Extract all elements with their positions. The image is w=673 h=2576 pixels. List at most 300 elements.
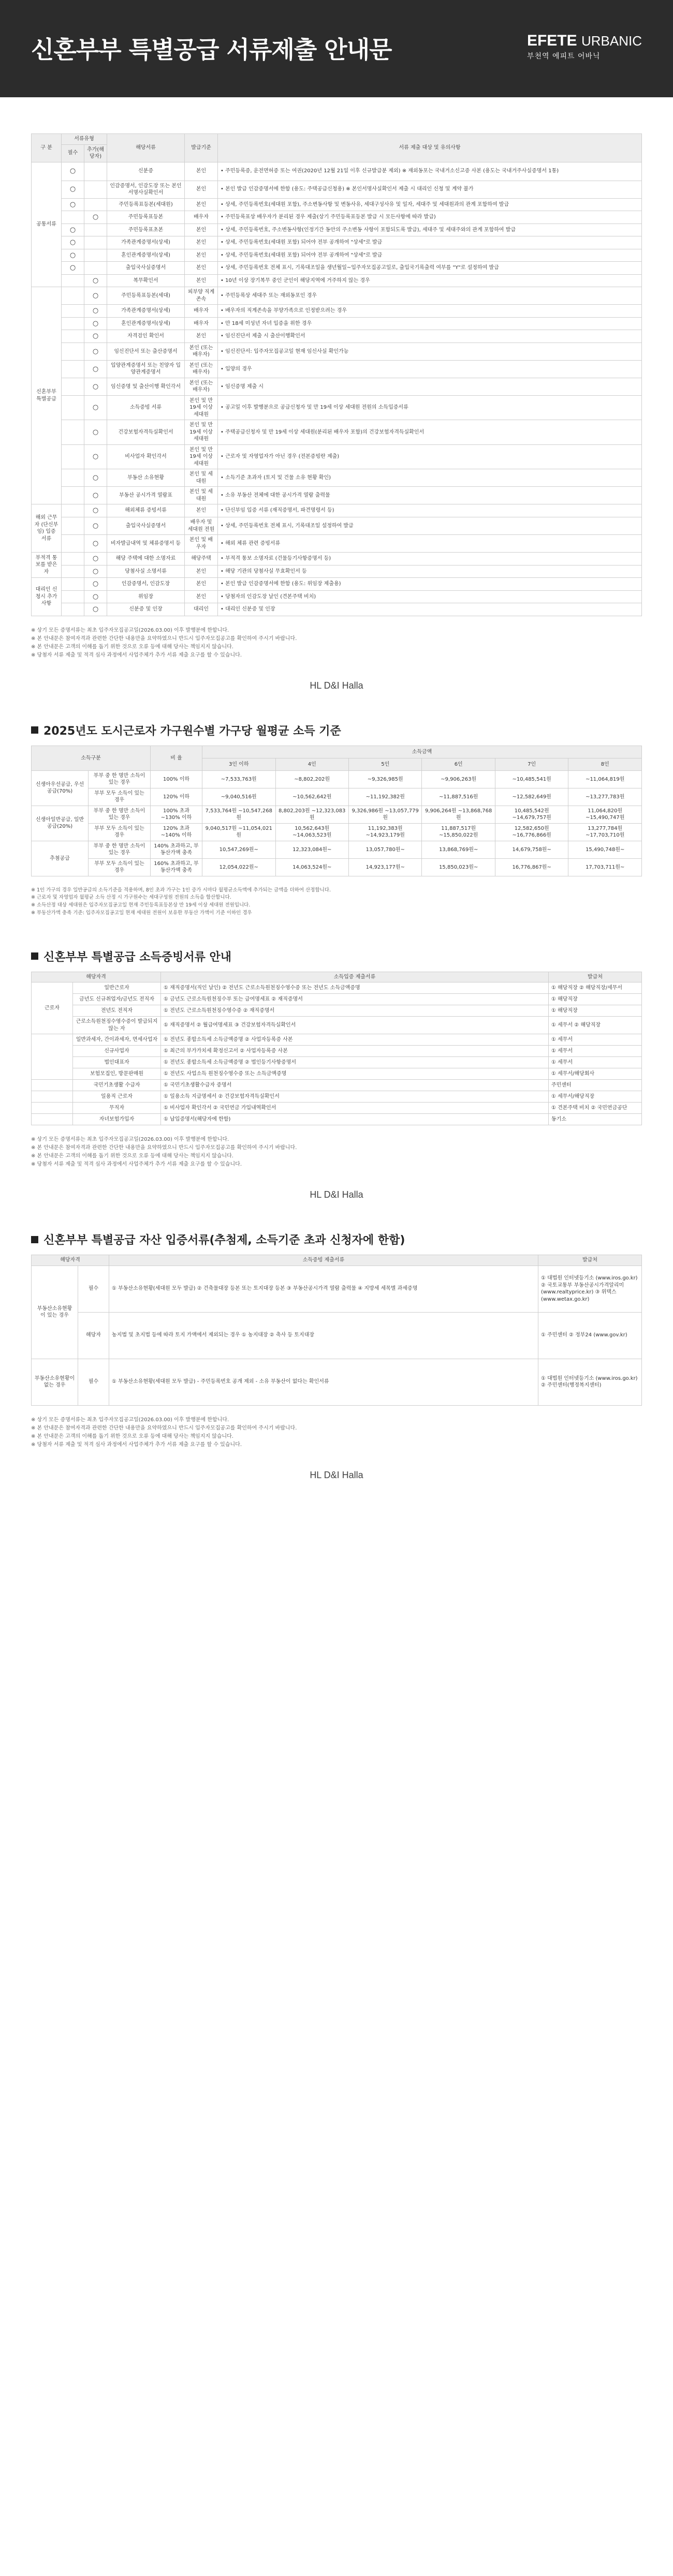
income-value: 10,562,643원 ~14,063,523원	[275, 823, 348, 841]
table-row	[32, 262, 642, 275]
additional-mark: ○	[84, 343, 107, 360]
table-row	[32, 603, 642, 616]
doc-note: • 주민등록상 세대주 또는 재외동포인 경우	[218, 287, 642, 305]
notes-4	[31, 1416, 642, 1449]
asset-kind: 필수	[78, 1359, 109, 1405]
col-issuer: 발급기준	[185, 134, 218, 162]
col-household: 3인 이하	[202, 758, 275, 770]
square-bullet-icon	[31, 1236, 38, 1243]
notes-2	[31, 887, 642, 917]
required-mark	[62, 553, 84, 565]
required-mark	[62, 444, 84, 469]
doc-note: • 소유 부동산 전체에 대한 공시가격 열람 출력물	[218, 487, 642, 504]
doc-note: • 임신진단서: 입주자모집공고일 현재 임신사실 확인가능	[218, 343, 642, 360]
income-value: ~10,485,541원	[495, 770, 568, 788]
group-label: 신혼부부특별공급	[32, 287, 62, 504]
doc-issuer: 본인	[185, 274, 218, 287]
income-sub: 부부 모두 소득이 있는 경우	[89, 823, 151, 841]
qual-docs: ① 국민기초생활수급자 증명서	[161, 1080, 549, 1091]
table-row	[32, 1005, 642, 1017]
doc-name: 신분증	[107, 162, 185, 181]
income-value: 8,802,203원 ~12,323,083원	[275, 806, 348, 823]
doc-note: • 배우자의 직계존속을 부양가족으로 인정받으려는 경우	[218, 305, 642, 318]
doc-name: 당첨사실 소명서류	[107, 565, 185, 578]
additional-mark: ○	[84, 330, 107, 343]
doc-name: 주민등록표초본	[107, 224, 185, 236]
asset-group: 부동산소유현황이 없는 경우	[32, 1359, 78, 1405]
table-row	[32, 198, 642, 211]
doc-note: • 근로자 및 자영업자가 아닌 경우 (전본증빙란 제출)	[218, 444, 642, 469]
income-value: 14,923,177원~	[348, 858, 421, 876]
income-ratio: 160% 초과하고, 부동산가액 충족	[151, 858, 202, 876]
qual-docs: ① 재직증명서 ② 월급여명세표 ③ 건강보험자격득실확인서	[161, 1017, 549, 1034]
qual-sub: 근로소득원천징수영수증이 발급되지 않는 자	[73, 1017, 161, 1034]
income-value: 10,485,542원 ~14,679,757원	[495, 806, 568, 823]
income-value: ~10,562,642원	[275, 788, 348, 806]
table-row	[32, 841, 642, 858]
table-row	[32, 1080, 642, 1091]
table-row	[32, 378, 642, 395]
doc-issuer: 본인	[185, 236, 218, 249]
additional-mark	[84, 198, 107, 211]
doc-name: 주민등록표등본(세대원)	[107, 198, 185, 211]
table-row	[32, 517, 642, 535]
income-value: 14,063,524원~	[275, 858, 348, 876]
required-mark	[62, 504, 84, 517]
qual-issuer: ① 해당직장	[549, 994, 642, 1005]
doc-issuer: 피부양 직계존속	[185, 287, 218, 305]
doc-issuer: 본인 및 만 19세 이상 세대원	[185, 444, 218, 469]
doc-note: • 해당 기관의 당첨사실 무효확인서 등	[218, 565, 642, 578]
note-line: ※ 본 안내문은 참여자격과 관련한 간단한 내용만을 요약하였으니 반드시 입주자모집공고를 확인하여 주시기 바랍니다.	[31, 635, 297, 642]
doc-issuer: 본인 및 배우자	[185, 535, 218, 553]
income-value: ~11,192,382원	[348, 788, 421, 806]
qual-issuer: ① 해당직장	[549, 1005, 642, 1017]
additional-mark: ○	[84, 517, 107, 535]
asset-docs: ① 부동산소유현황(세대원 모두 발급) - 주민등록번호 공개 제외 - 소유 부동산이 없다는 확인서류	[109, 1359, 538, 1405]
additional-mark: ○	[84, 444, 107, 469]
qual-docs: ① 일용소득 지급명세서 ② 건강보험자격득실확인서	[161, 1091, 549, 1103]
square-bullet-icon	[31, 726, 38, 734]
qual-issuer: ① 해당직장 ② 해당직장/세무서	[549, 982, 642, 994]
table-row	[32, 224, 642, 236]
table-row	[32, 420, 642, 445]
income-value: 12,582,650원 ~16,776,866원	[495, 823, 568, 841]
doc-note: • 상세, 주민등록번호(세대원 포함) 되어야 전부 공개하여 "상세"로 발급	[218, 249, 642, 262]
doc-issuer: 본인 및 세대원	[185, 487, 218, 504]
income-value: 11,887,517원 ~15,850,022원	[422, 823, 495, 841]
doc-note: • 상세, 주민등록번호 전체 표시, 기록대조일 설정하여 발급	[218, 517, 642, 535]
note-line: ※ 본 안내문은 고객의 이해를 돕기 위한 것으로 오류 등에 대해 당사는 책임지지 않습니다.	[31, 1153, 233, 1159]
income-value: 13,057,780원~	[348, 841, 421, 858]
income-value: 15,850,023원~	[422, 858, 495, 876]
additional-mark	[84, 249, 107, 262]
table-row	[32, 330, 642, 343]
income-value: 12,323,084원~	[275, 841, 348, 858]
qual-group: 근로자	[32, 982, 73, 1034]
doc-note: • 10년 이상 장기복무 중인 군인이 해당지역에 거주하지 않는 경우	[218, 274, 642, 287]
income-value: 7,533,764원 ~10,547,268원	[202, 806, 275, 823]
doc-issuer: 배우자	[185, 211, 218, 224]
income-value: ~9,906,263원	[422, 770, 495, 788]
required-mark	[62, 211, 84, 224]
income-docs-table	[31, 972, 642, 1126]
additional-mark	[84, 181, 107, 198]
doc-issuer: 본인	[185, 262, 218, 275]
note-line: ※ 1인 가구의 경우 일반공급의 소득기준을 적용하며, 8인 초과 가구는 1인 증가 시마다 월평균소득액에 추가되는 금액을 더하여 산정합니다.	[31, 887, 331, 893]
doc-issuer: 대리인	[185, 603, 218, 616]
doc-issuer: 본인 및 만 19세 이상 세대원	[185, 420, 218, 445]
doc-issuer: 본인	[185, 224, 218, 236]
income-sub: 부부 중 한 명만 소득이 있는 경우	[89, 841, 151, 858]
income-value: 13,868,769원~	[422, 841, 495, 858]
col-doc: 해당서류	[107, 134, 185, 162]
qual-sub: 보험모집인, 방문판매원	[73, 1068, 161, 1080]
col-docs: 소득입증 제출서류	[161, 972, 549, 982]
income-group: 신생아일반공급, 일반공급(20%)	[32, 806, 89, 841]
table-row	[32, 823, 642, 841]
doc-issuer: 본인	[185, 504, 218, 517]
note-line: ※ 본 안내문은 참여자격과 관련한 간단한 내용만을 요약하였으니 반드시 입주자모집공고를 확인하여 주시기 바랍니다.	[31, 1425, 297, 1431]
qual-sub: 전년도 전직자	[73, 1005, 161, 1017]
doc-note: • 상세, 주민등록번호(세대원 포함) 되어야 전부 공개하여 "상세"로 발급	[218, 236, 642, 249]
table-row	[32, 395, 642, 420]
additional-mark: ○	[84, 420, 107, 445]
doc-note: • 임신증명 제출 시	[218, 378, 642, 395]
required-mark	[62, 395, 84, 420]
table-row	[32, 553, 642, 565]
required-mark	[62, 360, 84, 378]
section3-title: 신혼부부 특별공급 소득증빙서류 안내	[31, 948, 642, 964]
additional-mark	[84, 262, 107, 275]
doc-issuer: 본인 및 만 19세 이상 세대원	[185, 395, 218, 420]
qual-issuer: ① 세무서/해당직장	[549, 1091, 642, 1103]
col-qual: 해당자격	[32, 972, 161, 982]
qual-sub: 일반근로자	[73, 982, 161, 994]
note-line: ※ 당첨자 서류 제출 및 적격 심사 과정에서 사업주체가 추가 서류 제출 요구를 할 수 있습니다.	[31, 652, 242, 658]
asset-issuer: ① 대법원 인터넷등기소 (www.iros.go.kr) ② 국토교통부 부동산공시가격알리미 (www.realtyprice.kr) ③ 위택스(www.wetax.go.kr)	[538, 1265, 642, 1312]
additional-mark	[84, 224, 107, 236]
table-row	[32, 1103, 642, 1114]
qual-docs: ① 비사업자 확인각서 ② 국민연금 가입내역확인서	[161, 1103, 549, 1114]
asset-kind: 필수	[78, 1265, 109, 1312]
col-issuer3: 발급처	[549, 972, 642, 982]
section2-title: 2025년도 도시근로자 가구원수별 가구당 월평균 소득 기준	[31, 722, 642, 738]
doc-issuer: 본인	[185, 249, 218, 262]
col-required: 필수	[62, 144, 84, 162]
footer-logo-2: HL D&I Halla	[310, 1189, 363, 1200]
notes-3	[31, 1136, 642, 1169]
required-mark: ○	[62, 198, 84, 211]
brand-kor: 부천역 에피트 어바닉	[526, 52, 601, 61]
required-mark	[62, 535, 84, 553]
table-row	[32, 181, 642, 198]
doc-note: • 본인 발급 인감증명서에 한함 (용도: 위임장 제출용)	[218, 578, 642, 591]
table-row	[32, 565, 642, 578]
doc-note: • 당첨자의 인감도장 날인 (견본주택 비치)	[218, 590, 642, 603]
asset-issuer: ① 대법원 인터넷등기소 (www.iros.go.kr) ② 주민센터(행정복지센터)	[538, 1359, 642, 1405]
table-row	[32, 770, 642, 788]
qual-issuer: ① 견본주택 비치 ② 국민연금공단	[549, 1103, 642, 1114]
table-row	[32, 274, 642, 287]
income-value: ~9,040,516원	[202, 788, 275, 806]
required-mark: ○	[62, 249, 84, 262]
doc-name: 부동산 공시가격 열람표	[107, 487, 185, 504]
col-household: 7인	[495, 758, 568, 770]
required-mark	[62, 287, 84, 305]
required-mark	[62, 343, 84, 360]
income-value: 13,277,784원 ~17,703,710원	[568, 823, 642, 841]
doc-name: 인감증명서, 인감도장	[107, 578, 185, 591]
doc-issuer: 해당주택	[185, 553, 218, 565]
table-row	[32, 806, 642, 823]
qual-docs: ① 금년도 근로소득원천징수부 또는 급여명세표 ② 재직증명서	[161, 994, 549, 1005]
qual-docs: ① 전년도 종합소득세 소득금액증명 ② 사업자등록증 사본	[161, 1034, 549, 1046]
table-row	[32, 1114, 642, 1125]
additional-mark: ○	[84, 287, 107, 305]
doc-note: • 부적격 통보 소명자료 (건물등기사항증명서 등)	[218, 553, 642, 565]
doc-note: • 상세, 주민등록번호, 주소변동사항(인정기간 동안의 주소변동 사항이 포함되도록 발급), 세대주 및 세대주와의 관계 포함하여 발급	[218, 224, 642, 236]
income-value: ~9,326,985원	[348, 770, 421, 788]
required-mark	[62, 317, 84, 330]
col-household: 6인	[422, 758, 495, 770]
section4-title: 신혼부부 특별공급 자산 입증서류(추첨제, 소득기준 초과 신청자에 한함)	[31, 1231, 642, 1247]
col-household: 4인	[275, 758, 348, 770]
col-income-type: 소득구분	[32, 746, 151, 770]
col-issuer4: 발급처	[538, 1255, 642, 1266]
note-line: ※ 당첨자 서류 제출 및 적격 심사 과정에서 사업주체가 추가 서류 제출 요구를 할 수 있습니다.	[31, 1162, 242, 1168]
income-value: 16,776,867원~	[495, 858, 568, 876]
col-household: 8인	[568, 758, 642, 770]
table-row	[32, 287, 642, 305]
income-value: ~11,064,819원	[568, 770, 642, 788]
doc-note: • 상세, 주민등록번호 전체 표시, 기록대조일을 생년월일~입주자모집공고일로, 출입국기록출력 여부를 "Y"로 설정하여 발급	[218, 262, 642, 275]
table-row	[32, 1312, 642, 1359]
qual-issuer: 동기소	[549, 1114, 642, 1125]
table-row	[32, 504, 642, 517]
doc-name: 소득증빙 서류	[107, 395, 185, 420]
doc-note: • 소득기준 초과자 (토지 및 건물 소유 현황 확인)	[218, 469, 642, 487]
doc-note: • 대리인 신분증 및 인장	[218, 603, 642, 616]
qual-issuer: ① 세무서 ② 해당직장	[549, 1017, 642, 1034]
additional-mark: ○	[84, 305, 107, 318]
qual-group	[32, 1034, 73, 1080]
doc-issuer: 배우자 및 세대원 전원	[185, 517, 218, 535]
group-label: 공통서류	[32, 162, 62, 287]
income-value: ~13,277,783원	[568, 788, 642, 806]
group-label: 해외 근무자 (단신부임) 입증 서류	[32, 504, 62, 553]
required-mark: ○	[62, 162, 84, 181]
doc-issuer: 본인	[185, 162, 218, 181]
note-line: ※ 상기 모든 증명서류는 최초 입주자모집공고일(2026.03.00) 이후 발행분에 한합니다.	[31, 1417, 229, 1423]
additional-mark: ○	[84, 378, 107, 395]
income-ratio: 140% 초과하고, 부동산가액 충족	[151, 841, 202, 858]
doc-name: 비사업자 확인각서	[107, 444, 185, 469]
required-mark: ○	[62, 262, 84, 275]
required-mark	[62, 305, 84, 318]
additional-mark: ○	[84, 317, 107, 330]
income-value: 9,040,517원 ~11,054,021원	[202, 823, 275, 841]
qual-issuer: ① 세무서/해당회사	[549, 1068, 642, 1080]
doc-issuer: 본인 (또는 배우자)	[185, 378, 218, 395]
income-value: 15,490,748원~	[568, 841, 642, 858]
page-title: 신혼부부 특별공급 서류제출 안내문	[31, 36, 392, 64]
income-value: 9,326,986원 ~13,057,779원	[348, 806, 421, 823]
additional-mark: ○	[84, 603, 107, 616]
col-household: 5인	[348, 758, 421, 770]
qual-issuer: ① 세무서	[549, 1057, 642, 1068]
doc-issuer: 본인 (또는 배우자)	[185, 360, 218, 378]
note-line: ※ 당첨자 서류 제출 및 적격 심사 과정에서 사업주체가 추가 서류 제출 요구를 할 수 있습니다.	[31, 1441, 242, 1448]
note-line: ※ 본 안내문은 고객의 이해를 돕기 위한 것으로 오류 등에 대해 당사는 책임지지 않습니다.	[31, 644, 233, 650]
additional-mark: ○	[84, 578, 107, 591]
income-value: 17,703,711원~	[568, 858, 642, 876]
income-value: ~8,802,202원	[275, 770, 348, 788]
required-mark	[62, 603, 84, 616]
table-row	[32, 360, 642, 378]
required-mark	[62, 330, 84, 343]
table-row	[32, 788, 642, 806]
doc-note: • 주택공급신청자 및 만 19세 이상 세대원(분리된 배우자 포함)의 건강보험자격득실확인서	[218, 420, 642, 445]
col-type: 구 분	[32, 134, 62, 162]
footer-logo-1: HL D&I Halla	[310, 680, 363, 691]
note-line: ※ 상기 모든 증명서류는 최초 입주자모집공고일(2026.03.00) 이후 발행분에 한합니다.	[31, 627, 229, 633]
table-row	[32, 1057, 642, 1068]
additional-mark: ○	[84, 395, 107, 420]
notes-1	[31, 627, 642, 660]
table-row	[32, 1034, 642, 1046]
table-row	[32, 1091, 642, 1103]
income-value: 12,054,022원~	[202, 858, 275, 876]
qual-docs: ① 납입증명서(해당자에 한함)	[161, 1114, 549, 1125]
note-line: ※ 근로자 및 자영업자 월평균 소득 산정 시 가구원수는 세대구성원 전원의 소득을 합산합니다.	[31, 895, 231, 901]
note-line: ※ 본 안내문은 참여자격과 관련한 간단한 내용만을 요약하였으니 반드시 입주자모집공고를 확인하여 주시기 바랍니다.	[31, 1145, 297, 1151]
brand-main: EFETE	[526, 32, 577, 49]
income-group: 추첨공급	[32, 841, 89, 876]
income-ratio: 120% 이하	[151, 788, 202, 806]
additional-mark: ○	[84, 535, 107, 553]
income-sub: 부부 중 한 명만 소득이 있는 경우	[89, 806, 151, 823]
doc-note: • 임신진단서 제출 시 출산이행확인서	[218, 330, 642, 343]
qual-sub: 일반과세자, 간이과세자, 면세사업자	[73, 1034, 161, 1046]
qual-issuer: ① 세무서	[549, 1034, 642, 1046]
asset-docs: ① 부동산소유현황(세대원 모두 발급) ② 건축물대장 등본 또는 토지대장 등본 ③ 부동산공시가격 열람 출력물 ④ 지방세 세목별 과세증명	[109, 1265, 538, 1312]
doc-note: • 본인 발급 인감증명서에 한함 (용도: 주택공급신청용) ※ 본인서명사실확인서 제출 시 대리인 신청 및 계약 불가	[218, 181, 642, 198]
asset-issuer: ① 주민센터 ② 정부24 (www.gov.kr)	[538, 1312, 642, 1359]
doc-issuer: 배우자	[185, 317, 218, 330]
doc-issuer: 본인	[185, 565, 218, 578]
qual-sub: 법인대표자	[73, 1057, 161, 1068]
income-table	[31, 746, 642, 876]
asset-kind: 해당자	[78, 1312, 109, 1359]
qual-group	[32, 1114, 73, 1125]
table-row	[32, 982, 642, 994]
doc-name: 혼인관계증명서(상세)	[107, 249, 185, 262]
qual-docs: ① 재직증명서(직인 날인) ② 전년도 근로소득원천징수영수증 또는 전년도 소득금액증명	[161, 982, 549, 994]
table-row	[32, 249, 642, 262]
doc-name: 가족관계증명서(상세)	[107, 305, 185, 318]
qual-sub: 국민기초생활 수급자	[73, 1080, 161, 1091]
doc-name: 가족관계증명서(상세)	[107, 236, 185, 249]
required-mark	[62, 517, 84, 535]
income-value: 14,679,758원~	[495, 841, 568, 858]
table-row	[32, 1359, 642, 1405]
additional-mark	[84, 236, 107, 249]
additional-mark: ○	[84, 553, 107, 565]
doc-note: • 상세, 주민등록번호(세대원 포함), 주소변동사항 및 변동사유, 세대구성사유 및 일자, 세대주 및 세대원과의 관계 포함하여 발급	[218, 198, 642, 211]
table-row	[32, 1046, 642, 1057]
doc-issuer: 본인	[185, 578, 218, 591]
doc-name: 주민등록표등본	[107, 211, 185, 224]
brand-logo	[527, 32, 642, 61]
group-label: 부적격 통보를 받은 자	[32, 553, 62, 578]
qual-docs: ① 전년도 근로소득원천징수영수증 ② 재직증명서	[161, 1005, 549, 1017]
document-table	[31, 133, 642, 616]
qual-docs: ① 최근의 부가가치세 확정신고서 ② 사업자등록증 사본	[161, 1046, 549, 1057]
income-sub: 부부 모두 소득이 있는 경우	[89, 788, 151, 806]
table-row	[32, 317, 642, 330]
asset-docs: 농지법 및 초지법 등에 따라 토지 가액에서 제외되는 경우 ① 농지대장 ② 축사 등 토지대장	[109, 1312, 538, 1359]
col-qual4: 해당자격	[32, 1255, 109, 1266]
note-line: ※ 부동산가액 충족 기준: 입주자모집공고일 현재 세대원 전원이 보유한 부동산 가액이 기준 이하인 경우	[31, 910, 252, 916]
table-row	[32, 1017, 642, 1034]
income-ratio: 100% 초과 ~130% 이하	[151, 806, 202, 823]
qual-sub: 일용직 근로자	[73, 1091, 161, 1103]
additional-mark: ○	[84, 487, 107, 504]
table-row	[32, 590, 642, 603]
doc-name: 해당 주택에 대한 소명자료	[107, 553, 185, 565]
square-bullet-icon	[31, 952, 38, 960]
doc-name: 비자발급내역 및 체류증명서 등	[107, 535, 185, 553]
required-mark	[62, 565, 84, 578]
doc-name: 복무확인서	[107, 274, 185, 287]
note-line: ※ 소득산정 대상 세대원은 입주자모집공고일 현재 주민등록표등본상 만 19세 이상 세대원 전원입니다.	[31, 902, 251, 909]
doc-note: • 입양의 경우	[218, 360, 642, 378]
doc-name: 입양관계증명서 또는 친양자 입양관계증명서	[107, 360, 185, 378]
doc-name: 자격검인 확인서	[107, 330, 185, 343]
income-value: 11,064,820원 ~15,490,747원	[568, 806, 642, 823]
doc-name: 인감증명서, 인감도장 또는 본인서명사실확인서	[107, 181, 185, 198]
income-ratio: 120% 초과 ~140% 이하	[151, 823, 202, 841]
col-ratio: 비 율	[151, 746, 202, 770]
col-notes: 서류 제출 대상 및 유의사항	[218, 134, 642, 162]
income-sub: 부부 중 한 명만 소득이 있는 경우	[89, 770, 151, 788]
doc-issuer: 본인	[185, 181, 218, 198]
doc-name: 건강보험자격득실확인서	[107, 420, 185, 445]
required-mark: ○	[62, 181, 84, 198]
income-value: ~7,533,763원	[202, 770, 275, 788]
doc-name: 출입국사실증명서	[107, 517, 185, 535]
table-row	[32, 305, 642, 318]
table-row	[32, 994, 642, 1005]
doc-note: • 단신부임 입증 서류 (재직증명서, 파견명령서 등)	[218, 504, 642, 517]
table-row	[32, 162, 642, 181]
qual-sub: 무직자	[73, 1103, 161, 1114]
col-additional: 추가(해당자)	[84, 144, 107, 162]
additional-mark: ○	[84, 469, 107, 487]
doc-issuer: 본인	[185, 330, 218, 343]
qual-issuer: 주민센터	[549, 1080, 642, 1091]
required-mark	[62, 274, 84, 287]
table-row	[32, 1068, 642, 1080]
doc-note: • 해외 체류 관련 증빙서류	[218, 535, 642, 553]
group-label: 대리인 신청시 추가사항	[32, 578, 62, 616]
table-row	[32, 211, 642, 224]
doc-name: 위임장	[107, 590, 185, 603]
additional-mark: ○	[84, 590, 107, 603]
doc-note: • 주민등록증, 운전면허증 또는 여권(2020년 12월 21일 이후 신규발급분 제외) ※ 재외동포는 국내거소신고증 사본 (용도는 국내거주사실증명서 1통)	[218, 162, 642, 181]
income-value: 9,906,264원 ~13,868,768원	[422, 806, 495, 823]
